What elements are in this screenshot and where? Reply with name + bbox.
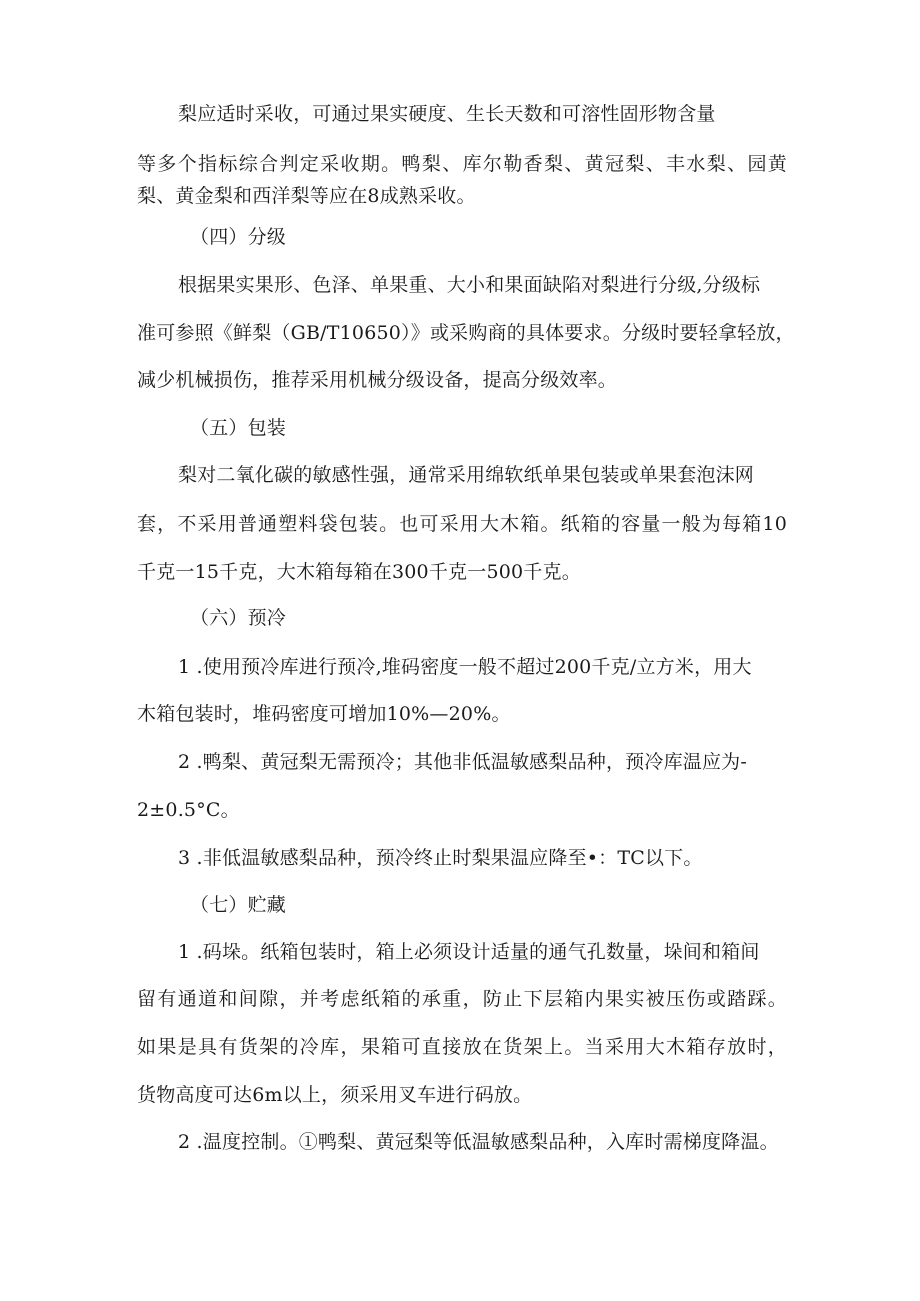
paragraph-line: 减少机械损伤，推荐采用机械分级设备，提高分级效率。 bbox=[137, 369, 618, 391]
paragraph-line: 根据果实果形、色泽、单果重、大小和果面缺陷对梨进行分级,分级标 bbox=[178, 274, 761, 296]
paragraph-line: 梨应适时采收，可通过果实硬度、生长天数和可溶性固形物含量 bbox=[178, 103, 716, 125]
section-heading: （七）贮藏 bbox=[190, 894, 287, 916]
paragraph-line: 3 .非低温敏感梨品种，预冷终止时梨果温应降至•：TC以下。 bbox=[178, 847, 703, 869]
paragraph-line: 2 .鸭梨、黄冠梨无需预冷；其他非低温敏感梨品种，预冷库温应为- bbox=[178, 751, 747, 773]
paragraph-line: 千克一15千克，大木箱每箱在300千克一500千克。 bbox=[137, 561, 581, 583]
paragraph-line: 留有通道和间隙，并考虑纸箱的承重，防止下层箱内果实被压伤或踏踩。 bbox=[137, 988, 787, 1010]
paragraph-line: 梨对二氧化碳的敏感性强，通常采用绵软纸单果包装或单果套泡沫网 bbox=[178, 464, 755, 486]
paragraph-line: 1 .码垛。纸箱包装时，箱上必须设计适量的通气孔数量，垛间和箱间 bbox=[178, 941, 760, 963]
paragraph-line: 木箱包装时，堆码密度可增加10%—20%。 bbox=[137, 703, 511, 725]
section-heading: （五）包装 bbox=[190, 417, 287, 439]
paragraph-line: 梨、黄金梨和西洋梨等应在8成熟采收。 bbox=[137, 185, 476, 207]
paragraph-line: 1 .使用预冷库进行预冷,堆码密度一般不超过200千克/立方米，用大 bbox=[178, 656, 752, 678]
paragraph-line: 准可参照《鲜梨（GB/T10650）》或采购商的具体要求。分级时要轻拿轻放， bbox=[137, 322, 795, 344]
paragraph-line: 等多个指标综合判定采收期。鸭梨、库尔勒香梨、黄冠梨、丰水梨、园黄 bbox=[137, 153, 787, 175]
paragraph-line: 2±0.5°C。 bbox=[137, 799, 240, 821]
section-heading: （四）分级 bbox=[190, 226, 287, 248]
paragraph-line: 如果是具有货架的冷库，果箱可直接放在货架上。当采用大木箱存放时， bbox=[137, 1036, 787, 1058]
section-heading: （六）预冷 bbox=[190, 607, 287, 629]
paragraph-line: 货物高度可达6m以上，须采用叉车进行码放。 bbox=[137, 1084, 533, 1106]
paragraph-line: 套，不采用普通塑料袋包装。也可采用大木箱。纸箱的容量一般为每箱10 bbox=[137, 513, 787, 535]
paragraph-line: 2 .温度控制。①鸭梨、黄冠梨等低温敏感梨品种，入库时需梯度降温。 bbox=[178, 1131, 779, 1153]
